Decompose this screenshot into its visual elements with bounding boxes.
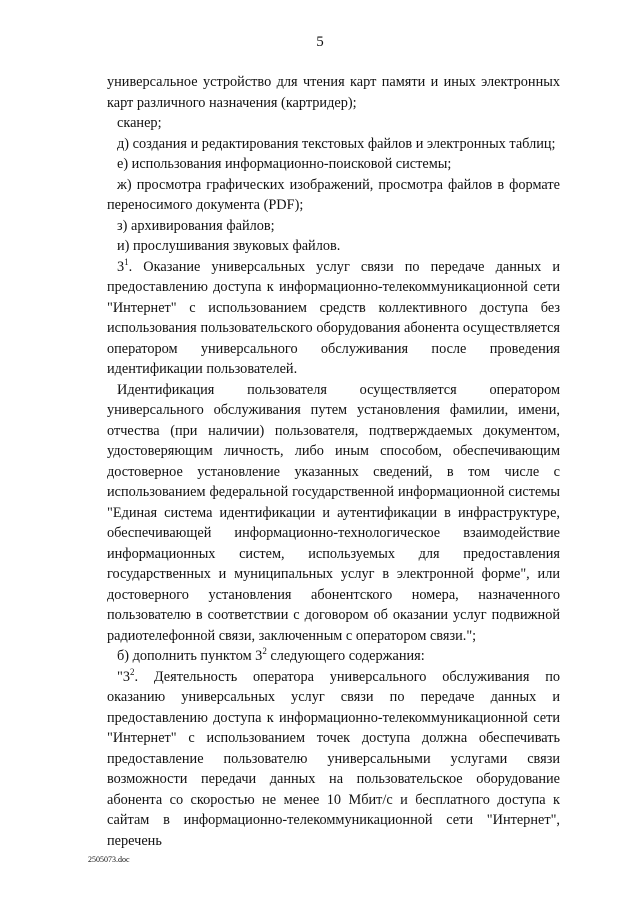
- paragraph-text: Идентификация пользователя осуществляется оператором универсального обслуживания путем установления фамилии, имени, отчества (при наличии) пользователя, подтверждаемых документом, удостоверяющим личность, либо иным способом, обеспечивающим достоверное установление указанных сведений, в том числе с использованием федеральной государственной информационной системы "Единая система идентификации и аутентификации в инфраструктуре, обеспечивающей информационно-технологическое взаимодействие информационных систем, используемых для предоставления государственных и муниципальных услуг в электронной форме", или достоверного установления абонентского номера, назначенного пользователю в соответствии с договором об оказании услуг подвижной радиотелефонной связи, заключенным с оператором связи.";: [107, 381, 560, 644]
- paragraph-lead: б) дополнить пунктом 3: [117, 648, 263, 664]
- paragraph: [107, 216, 560, 237]
- page-number: 5: [316, 34, 324, 50]
- paragraph-text: е) использования информационно-поисковой системы;: [117, 156, 452, 172]
- paragraph-lead: 3: [117, 258, 125, 275]
- paragraph-text: следующего содержания:: [266, 648, 425, 664]
- footer-filename: 2505073.doc: [88, 855, 130, 864]
- paragraph-text: . Оказание универсальных услуг связи по передаче данных и предоставлению доступа к информационно-телекоммуникационной сети "Интернет" с использованием средств коллективного доступа без использования пользовательского оборудования абонента осуществляется оператором универсального обслуживания после проведения идентификации пользователей.: [107, 258, 560, 377]
- superscript-index: 1: [124, 256, 129, 267]
- paragraph-text: з) архивирования файлов;: [117, 217, 275, 234]
- paragraph: [107, 257, 560, 380]
- paragraph: [107, 175, 560, 216]
- paragraph: [107, 380, 560, 647]
- paragraph: [107, 236, 560, 257]
- paragraph: [107, 113, 560, 134]
- paragraph-text: универсальное устройство для чтения карт памяти и иных электронных карт различного назначения (картридер);: [107, 74, 560, 111]
- paragraph-text: . Деятельность оператора универсального обслуживания по оказанию универсальных услуг связи по передаче данных и предоставлению доступа к информационно-телекоммуникационной сети "Интернет" с использованием точек доступа должна обеспечивать предоставление пользователю универсальными услугами связи возможности передачи данных на пользовательское оборудование абонента со скоростью не менее 10 Мбит/с и бесплатного доступа к сайтам в информационно-телекоммуникационной сети "Интернет", перечень: [107, 668, 560, 849]
- paragraph-text: ж) просмотра графических изображений, просмотра файлов в формате переносимого документа (PDF);: [107, 176, 560, 213]
- superscript-index: 2: [262, 646, 267, 656]
- paragraph: [107, 154, 560, 175]
- superscript-index: 2: [130, 666, 135, 677]
- paragraph-text: сканер;: [117, 115, 162, 131]
- paragraph: [107, 646, 560, 667]
- paragraph-lead: "3: [117, 668, 130, 685]
- paragraph: [107, 72, 560, 113]
- paragraph: [107, 134, 560, 155]
- paragraph-text: и) прослушивания звуковых файлов.: [117, 238, 341, 254]
- paragraph-text: д) создания и редактирования текстовых файлов и электронных таблиц;: [117, 135, 556, 152]
- paragraph: [107, 667, 560, 852]
- document-body: [107, 72, 560, 851]
